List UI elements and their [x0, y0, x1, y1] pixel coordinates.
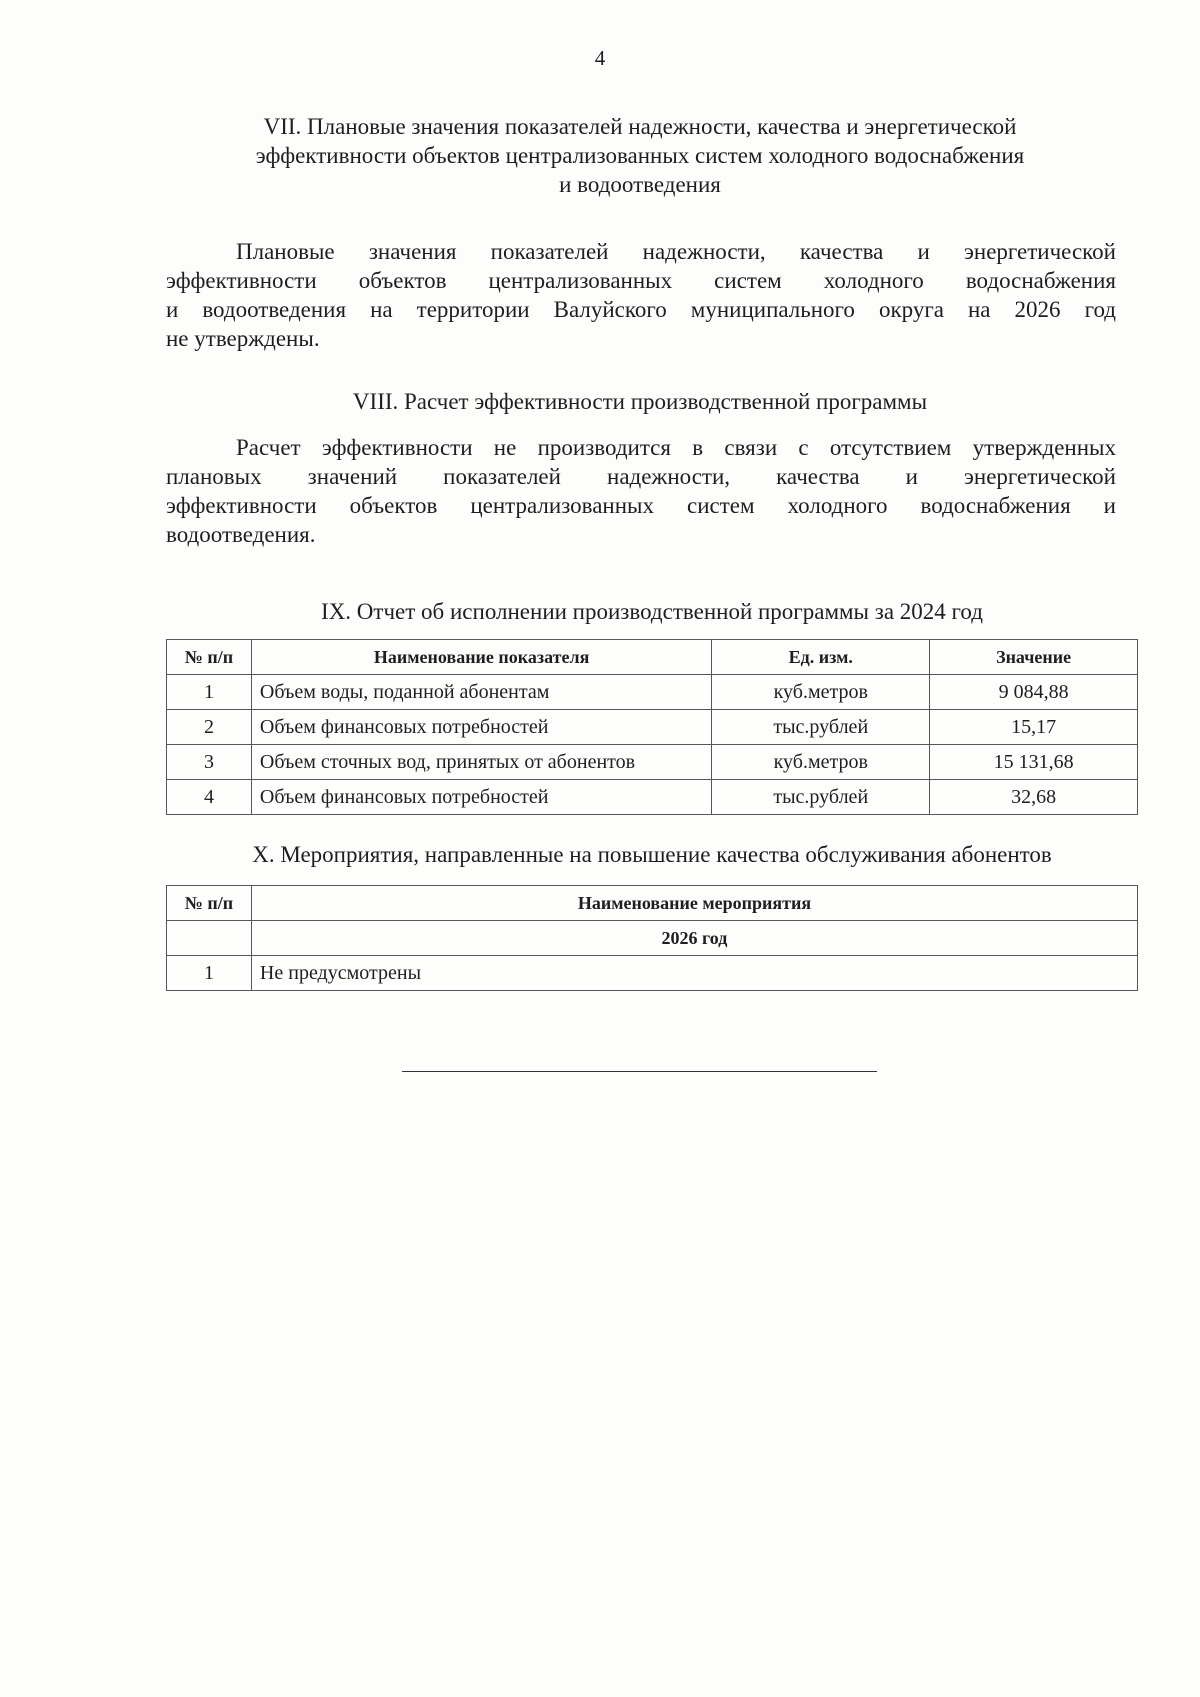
cell-value: 32,68 — [930, 780, 1138, 815]
table-row — [167, 745, 1138, 780]
section-7-paragraph — [166, 237, 1116, 353]
column-header-unit: Ед. изм. — [712, 640, 930, 675]
section-8-paragraph — [166, 433, 1116, 549]
section-9-heading — [166, 597, 1138, 626]
table-year-row — [167, 921, 1138, 956]
paragraph-line: Плановые значения показателей надежности, качества и энергетической — [236, 239, 1116, 264]
report-table — [166, 639, 1138, 815]
cell-number: 1 — [167, 675, 252, 710]
section-7-heading-line: VII. Плановые значения показателей надежности, качества и энергетической — [263, 114, 1017, 139]
paragraph-line: водоотведения. — [166, 522, 316, 547]
paragraph-line: эффективности объектов централизованных систем холодного водоснабжения — [166, 268, 1116, 293]
cell-value: 9 084,88 — [930, 675, 1138, 710]
paragraph-line: не утверждены. — [166, 326, 320, 351]
section-7-heading — [160, 112, 1120, 199]
paragraph-line: Расчет эффективности не производится в связи с отсутствием утвержденных — [236, 435, 1116, 460]
section-7-heading-line: и водоотведения — [559, 172, 721, 197]
cell-indicator: Объем финансовых потребностей — [251, 780, 711, 815]
section-10-heading — [166, 840, 1138, 869]
page-number: 4 — [594, 46, 606, 70]
cell-empty — [167, 921, 252, 956]
cell-value: 15,17 — [930, 710, 1138, 745]
cell-number: 1 — [167, 956, 252, 991]
cell-indicator: Объем сточных вод, принятых от абонентов — [251, 745, 711, 780]
cell-unit: куб.метров — [712, 745, 930, 780]
paragraph-line: эффективности объектов централизованных систем холодного водоснабжения и — [166, 493, 1116, 518]
table-row — [167, 710, 1138, 745]
table-row — [167, 780, 1138, 815]
section-10-heading-text: X. Мероприятия, направленные на повышение качества обслуживания абонентов — [252, 842, 1052, 867]
cell-unit: тыс.рублей — [712, 710, 930, 745]
section-7-heading-line: эффективности объектов централизованных систем холодного водоснабжения — [255, 143, 1025, 168]
cell-unit: тыс.рублей — [712, 780, 930, 815]
column-header-number: № п/п — [167, 640, 252, 675]
year-label: 2026 год — [251, 921, 1137, 956]
table-row — [167, 956, 1138, 991]
signature-line — [402, 1071, 877, 1072]
column-header-number: № п/п — [167, 886, 252, 921]
cell-unit: куб.метров — [712, 675, 930, 710]
cell-indicator: Объем финансовых потребностей — [251, 710, 711, 745]
table-header-row — [167, 886, 1138, 921]
cell-indicator: Объем воды, поданной абонентам — [251, 675, 711, 710]
column-header-value: Значение — [930, 640, 1138, 675]
measures-table — [166, 885, 1138, 991]
cell-number: 2 — [167, 710, 252, 745]
section-8-heading — [160, 387, 1120, 416]
cell-measure: Не предусмотрены — [251, 956, 1137, 991]
cell-number: 3 — [167, 745, 252, 780]
cell-value: 15 131,68 — [930, 745, 1138, 780]
section-8-heading-text: VIII. Расчет эффективности производственной программы — [352, 389, 928, 414]
cell-number: 4 — [167, 780, 252, 815]
table-header-row — [167, 640, 1138, 675]
table-row — [167, 675, 1138, 710]
paragraph-line: плановых значений показателей надежности, качества и энергетической — [166, 464, 1116, 489]
column-header-indicator: Наименование показателя — [251, 640, 711, 675]
section-9-heading-text: IX. Отчет об исполнении производственной программы за 2024 год — [321, 599, 983, 624]
paragraph-line: и водоотведения на территории Валуйского муниципального округа на 2026 год — [166, 297, 1116, 322]
column-header-measure: Наименование мероприятия — [251, 886, 1137, 921]
